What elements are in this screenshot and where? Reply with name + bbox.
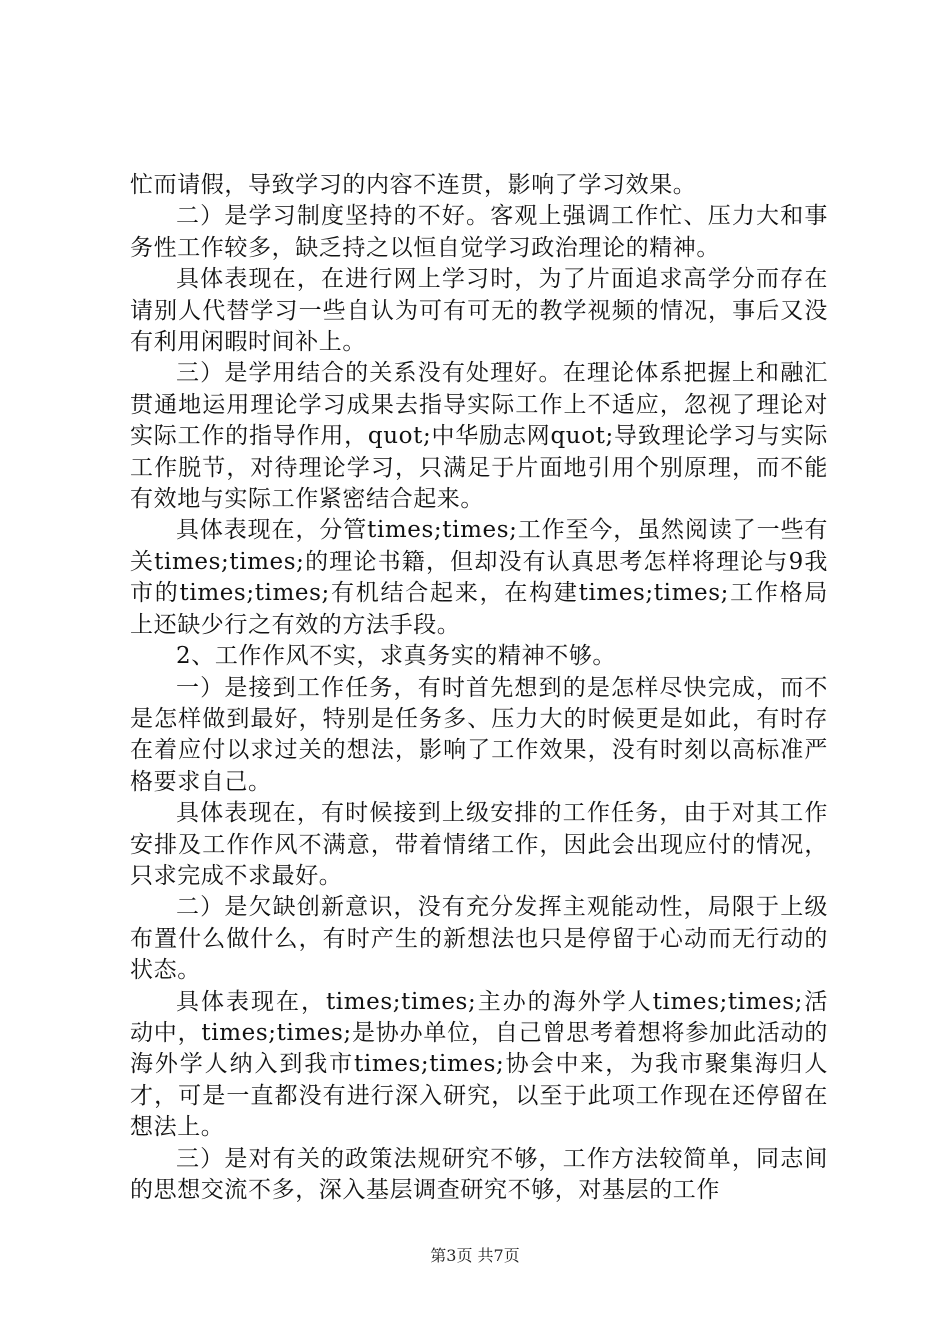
paragraph: 具体表现在，times;times;主办的海外学人times;times;活动中，times;times;是协办单位，自己曾思考着想将参加此活动的海外学人纳入到我市times;times;协会中来，为我市聚集海归人才，可是一直都没有进行深入研究，以至于此项工作现在还停留在想法上。 <box>130 988 828 1141</box>
section-heading: 2、工作作风不实，求真务实的精神不够。 <box>176 643 617 670</box>
paragraph-continuation: 忙而请假，导致学习的内容不连贯，影响了学习效果。 <box>130 172 697 198</box>
paragraph: 三）是对有关的政策法规研究不够，工作方法较简单，同志间的思想交流不多，深入基层调查研究不够，对基层的工作 <box>130 1145 828 1203</box>
paragraph: 二）是欠缺创新意识，没有充分发挥主观能动性，局限于上级布置什么做什么，有时产生的新想法也只是停留于心动而无行动的状态。 <box>130 894 828 984</box>
page-number-footer: 第3页 共7页 <box>430 1246 520 1265</box>
paragraph: 具体表现在，分管times;times;工作至今，虽然阅读了一些有关times;times;的理论书籍，但却没有认真思考怎样将理论与9我市的times;times;有机结合起来，在构建times;times;工作格局上还缺少行之有效的方法手段。 <box>130 517 828 638</box>
paragraph: 具体表现在，有时候接到上级安排的工作任务，由于对其工作安排及工作作风不满意，带着情绪工作，因此会出现应付的情况，只求完成不求最好。 <box>130 800 828 889</box>
paragraph: 具体表现在，在进行网上学习时，为了片面追求高学分而存在请别人代替学习一些自认为可有可无的教学视频的情况，事后又没有利用闲暇时间补上。 <box>130 266 828 356</box>
document-body <box>130 170 828 1206</box>
paragraph: 二）是学习制度坚持的不好。客观上强调工作忙、压力大和事务性工作较多，缺乏持之以恒自觉学习政治理论的精神。 <box>130 203 828 261</box>
paragraph: 三）是学用结合的关系没有处理好。在理论体系把握上和融汇贯通地运用理论学习成果去指导实际工作上不适应，忽视了理论对实际工作的指导作用，quot;中华励志网quot;导致理论学习与实际工作脱节，对待理论学习，只满足于片面地引用个别原理，而不能有效地与实际工作紧密结合起来。 <box>130 360 828 513</box>
paragraph: 一）是接到工作任务，有时首先想到的是怎样尽快完成，而不是怎样做到最好，特别是任务多、压力大的时候更是如此，有时存在着应付以求过关的想法，影响了工作效果，没有时刻以高标准严格要求自己。 <box>130 674 828 795</box>
